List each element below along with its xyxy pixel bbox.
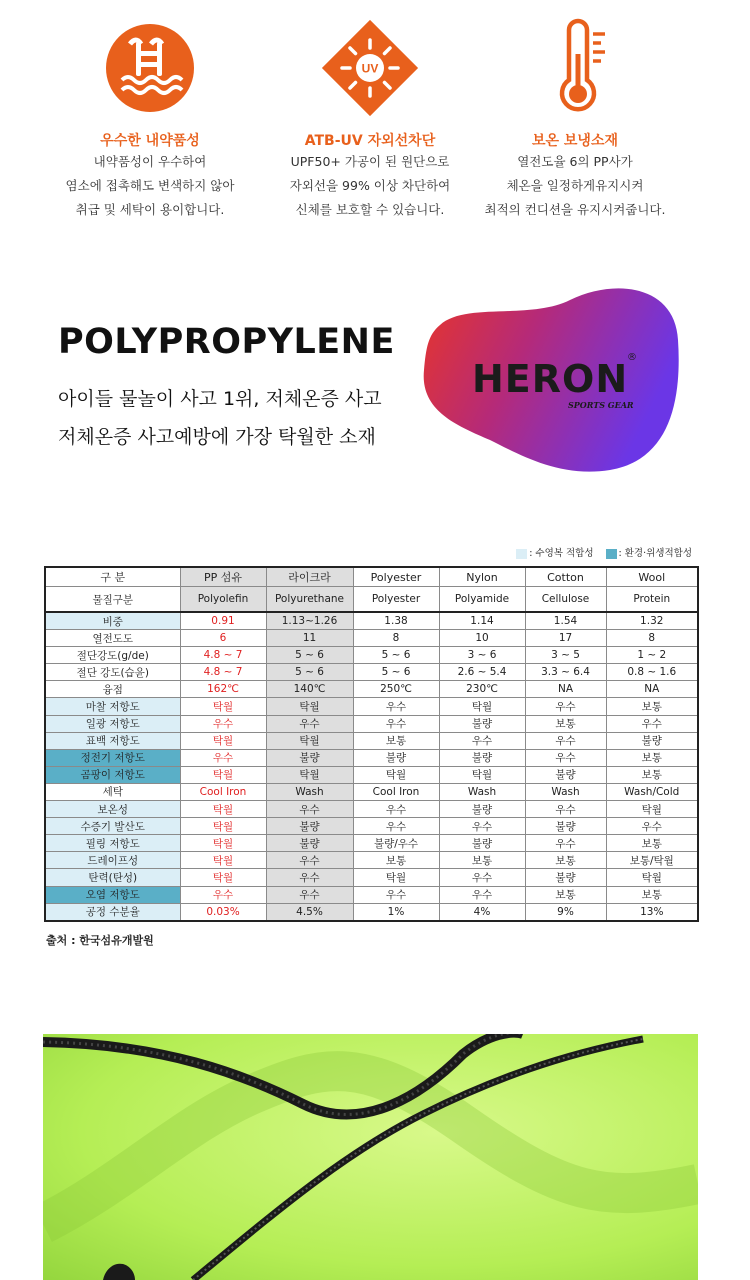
polypropylene-line-1: 아이들 물놀이 사고 1위, 저체온증 사고 xyxy=(58,388,382,410)
table-row xyxy=(45,681,698,698)
table-cell: 1.32 xyxy=(606,612,698,630)
table-cell: 보통 xyxy=(606,698,698,715)
row-label: 곰팡이 저항도 xyxy=(45,766,180,783)
row-label: 융점 xyxy=(45,681,180,698)
table-cell: 보통 xyxy=(606,835,698,852)
legend-swatch xyxy=(606,549,617,559)
table-row xyxy=(45,886,698,903)
table-cell: 4.8 ~ 7 xyxy=(180,664,266,681)
table-cell: 우수 xyxy=(439,869,525,886)
table-row xyxy=(45,766,698,783)
material-cell: Polyolefin xyxy=(180,587,266,613)
table-cell: 1.13~1.26 xyxy=(266,612,353,630)
table-row xyxy=(45,869,698,886)
fiber-comparison-table xyxy=(44,566,699,922)
table-header-cell: 구 분 xyxy=(45,567,180,587)
table-cell: 보통 xyxy=(525,715,606,732)
legend-label: : 수영복 적합성 xyxy=(529,548,594,559)
table-cell: 보통 xyxy=(525,886,606,903)
table-cell: 탁월 xyxy=(180,766,266,783)
table-cell: 불량 xyxy=(266,749,353,766)
material-cell: Polyurethane xyxy=(266,587,353,613)
table-cell: 우수 xyxy=(353,818,439,835)
polypropylene-line-2: 저체온증 사고예방에 가장 탁월한 소재 xyxy=(58,426,376,448)
table-cell: 탁월 xyxy=(266,766,353,783)
table-cell: 우수 xyxy=(180,715,266,732)
table-cell: 우수 xyxy=(525,749,606,766)
table-cell: 탁월 xyxy=(180,852,266,869)
table-row xyxy=(45,835,698,852)
table-cell: 탁월 xyxy=(180,835,266,852)
table-row xyxy=(45,698,698,715)
table-cell: 우수 xyxy=(353,715,439,732)
table-cell: 230℃ xyxy=(439,681,525,698)
feature-text: 내약품성이 우수하여 xyxy=(93,154,207,169)
table-cell: 우수 xyxy=(353,886,439,903)
table-header-row xyxy=(45,567,698,587)
table-row xyxy=(45,732,698,749)
table-row xyxy=(45,801,698,818)
legend-swimwear xyxy=(516,545,593,559)
table-cell: 우수 xyxy=(180,749,266,766)
row-label: 절단 강도(습윤) xyxy=(45,664,180,681)
table-cell: 10 xyxy=(439,630,525,647)
table-cell: 불량 xyxy=(266,835,353,852)
table-cell: 1.54 xyxy=(525,612,606,630)
table-cell: Cool Iron xyxy=(180,783,266,800)
uv-text: UV xyxy=(361,61,379,76)
table-cell: 우수 xyxy=(180,886,266,903)
table-cell: 4.8 ~ 7 xyxy=(180,647,266,664)
table-header-cell: Cotton xyxy=(525,567,606,587)
table-cell: 불량 xyxy=(439,801,525,818)
table-cell: 탁월 xyxy=(439,766,525,783)
row-label: 절단강도(g/de) xyxy=(45,647,180,664)
table-header-cell: Wool xyxy=(606,567,698,587)
table-cell: 우수 xyxy=(353,698,439,715)
row-label: 열전도도 xyxy=(45,630,180,647)
table-cell: 우수 xyxy=(439,732,525,749)
table-row xyxy=(45,612,698,630)
table-row xyxy=(45,664,698,681)
table-cell: Wash/Cold xyxy=(606,783,698,800)
table-cell: 불량/우수 xyxy=(353,835,439,852)
table-legend xyxy=(516,545,692,559)
table-cell: 보통 xyxy=(606,766,698,783)
table-row xyxy=(45,749,698,766)
logo-brand: HERON xyxy=(472,357,629,401)
row-label: 정전기 저항도 xyxy=(45,749,180,766)
heron-logo-blob xyxy=(420,280,682,475)
table-cell: 우수 xyxy=(266,715,353,732)
table-cell: 5 ~ 6 xyxy=(266,647,353,664)
table-cell: 3 ~ 6 xyxy=(439,647,525,664)
table-cell: 1 ~ 2 xyxy=(606,647,698,664)
table-cell: 보통 xyxy=(606,886,698,903)
table-header-cell: 라이크라 xyxy=(266,567,353,587)
table-cell: 탁월 xyxy=(266,732,353,749)
feature-text: 취급 및 세탁이 용이합니다. xyxy=(75,202,225,217)
material-row xyxy=(45,587,698,613)
row-label: 드레이프성 xyxy=(45,852,180,869)
table-cell: 탁월 xyxy=(180,869,266,886)
table-cell: 우수 xyxy=(525,801,606,818)
source-note: 출처 : 한국섬유개발원 xyxy=(46,934,154,947)
table-cell: 탁월 xyxy=(180,732,266,749)
table-cell: 불량 xyxy=(606,732,698,749)
table-cell: 1% xyxy=(353,903,439,921)
row-label: 보온성 xyxy=(45,801,180,818)
table-cell: 보통 xyxy=(439,852,525,869)
feature-title: ATB-UV 자외선차단 xyxy=(304,133,436,149)
fabric-photo xyxy=(43,1034,698,1280)
material-cell: Cellulose xyxy=(525,587,606,613)
feature-text: 염소에 접촉해도 변색하지 않아 xyxy=(65,178,235,193)
table-cell: 6 xyxy=(180,630,266,647)
table-cell: 우수 xyxy=(525,698,606,715)
feature-text: 신체를 보호할 수 있습니다. xyxy=(295,202,445,217)
table-cell: 0.03% xyxy=(180,903,266,921)
table-cell: 우수 xyxy=(266,869,353,886)
table-cell: 2.6 ~ 5.4 xyxy=(439,664,525,681)
table-row xyxy=(45,818,698,835)
row-label: 일광 저항도 xyxy=(45,715,180,732)
row-label: 탄력(탄성) xyxy=(45,869,180,886)
table-cell: 우수 xyxy=(266,852,353,869)
table-row xyxy=(45,903,698,921)
table-cell: 불량 xyxy=(353,749,439,766)
table-cell: 우수 xyxy=(525,732,606,749)
table-cell: 탁월 xyxy=(180,818,266,835)
logo-tagline: SPORTS GEAR xyxy=(568,400,634,410)
polypropylene-heading: POLYPROPYLENE xyxy=(58,322,395,362)
table-cell: 보통 xyxy=(525,852,606,869)
thermometer-icon xyxy=(525,18,625,118)
row-label: 공정 수분율 xyxy=(45,903,180,921)
table-header-cell: Polyester xyxy=(353,567,439,587)
row-label: 오염 저항도 xyxy=(45,886,180,903)
table-cell: NA xyxy=(525,681,606,698)
table-cell: 우수 xyxy=(353,801,439,818)
table-cell: 1.38 xyxy=(353,612,439,630)
table-cell: 3.3 ~ 6.4 xyxy=(525,664,606,681)
table-cell: 탁월 xyxy=(180,801,266,818)
table-cell: 불량 xyxy=(525,818,606,835)
table-cell: 5 ~ 6 xyxy=(353,664,439,681)
table-cell: 3 ~ 5 xyxy=(525,647,606,664)
feature-thermal xyxy=(450,18,700,222)
registered-mark: ® xyxy=(627,352,637,363)
feature-text: 자외선을 99% 이상 차단하여 xyxy=(289,178,451,193)
table-cell: 9% xyxy=(525,903,606,921)
table-cell: 우수 xyxy=(606,715,698,732)
table-cell: 8 xyxy=(353,630,439,647)
table-cell: 탁월 xyxy=(180,698,266,715)
table-cell: 4% xyxy=(439,903,525,921)
material-cell: Polyester xyxy=(353,587,439,613)
table-cell: 17 xyxy=(525,630,606,647)
feature-title: 보온 보냉소재 xyxy=(531,133,619,149)
table-cell: 탁월 xyxy=(353,766,439,783)
features-row xyxy=(0,18,750,228)
table-cell: Wash xyxy=(266,783,353,800)
feature-text: 최적의 컨디션을 유지시켜줍니다. xyxy=(484,202,666,217)
table-cell: 보통/탁월 xyxy=(606,852,698,869)
table-cell: 140℃ xyxy=(266,681,353,698)
row-label: 수증기 발산도 xyxy=(45,818,180,835)
table-cell: 탁월 xyxy=(266,698,353,715)
table-cell: 250℃ xyxy=(353,681,439,698)
row-label: 마찰 저항도 xyxy=(45,698,180,715)
table-cell: 우수 xyxy=(266,886,353,903)
table-row xyxy=(45,630,698,647)
table-cell: 5 ~ 6 xyxy=(353,647,439,664)
table-cell: 탁월 xyxy=(606,801,698,818)
table-cell: 11 xyxy=(266,630,353,647)
table-cell: 0.8 ~ 1.6 xyxy=(606,664,698,681)
table-cell: Wash xyxy=(439,783,525,800)
table-cell: 5 ~ 6 xyxy=(266,664,353,681)
row-label: 필링 저항도 xyxy=(45,835,180,852)
row-label: 표백 저항도 xyxy=(45,732,180,749)
table-cell: 13% xyxy=(606,903,698,921)
table-cell: 보통 xyxy=(606,749,698,766)
table-row xyxy=(45,852,698,869)
material-cell: Polyamide xyxy=(439,587,525,613)
table-cell: 162℃ xyxy=(180,681,266,698)
table-cell: 1.14 xyxy=(439,612,525,630)
table-cell: 보통 xyxy=(353,732,439,749)
table-header-cell: Nylon xyxy=(439,567,525,587)
legend-label: : 환경·위생적합성 xyxy=(618,548,692,559)
table-row xyxy=(45,783,698,800)
table-cell: 0.91 xyxy=(180,612,266,630)
table-header-cell: PP 섬유 xyxy=(180,567,266,587)
fabric-closeup-image xyxy=(43,1034,698,1280)
table-cell: 우수 xyxy=(439,818,525,835)
table-cell: Wash xyxy=(525,783,606,800)
table-cell: 불량 xyxy=(525,766,606,783)
row-label: 세탁 xyxy=(45,783,180,800)
table-cell: NA xyxy=(606,681,698,698)
heron-logo xyxy=(420,280,682,475)
table-cell: 불량 xyxy=(439,715,525,732)
feature-chemical-resistance xyxy=(25,18,275,222)
table-cell: 불량 xyxy=(439,835,525,852)
table-cell: 탁월 xyxy=(353,869,439,886)
table-cell: 8 xyxy=(606,630,698,647)
table-cell: 우수 xyxy=(525,835,606,852)
legend-swatch xyxy=(516,549,527,559)
table-cell: 불량 xyxy=(525,869,606,886)
table-cell: 우수 xyxy=(439,886,525,903)
table-cell: 불량 xyxy=(266,818,353,835)
pool-ladder-icon xyxy=(100,18,200,118)
table-cell: 보통 xyxy=(353,852,439,869)
material-cell: Protein xyxy=(606,587,698,613)
table-cell: 우수 xyxy=(266,801,353,818)
table-cell: 우수 xyxy=(606,818,698,835)
table-row xyxy=(45,715,698,732)
legend-eco xyxy=(606,545,692,559)
uv-sun-icon xyxy=(320,18,420,118)
feature-text: 열전도율 6의 PP사가 xyxy=(517,154,633,169)
table-cell: 4.5% xyxy=(266,903,353,921)
feature-text: UPF50+ 가공이 된 원단으로 xyxy=(290,154,450,169)
table-cell: 불량 xyxy=(439,749,525,766)
table-row xyxy=(45,647,698,664)
table-cell: Cool Iron xyxy=(353,783,439,800)
table-cell: 탁월 xyxy=(606,869,698,886)
feature-text: 체온을 일정하게유지시켜 xyxy=(506,178,644,193)
material-cell: 물질구분 xyxy=(45,587,180,613)
row-label: 비중 xyxy=(45,612,180,630)
feature-title: 우수한 내약품성 xyxy=(100,133,200,149)
table-cell: 탁월 xyxy=(439,698,525,715)
